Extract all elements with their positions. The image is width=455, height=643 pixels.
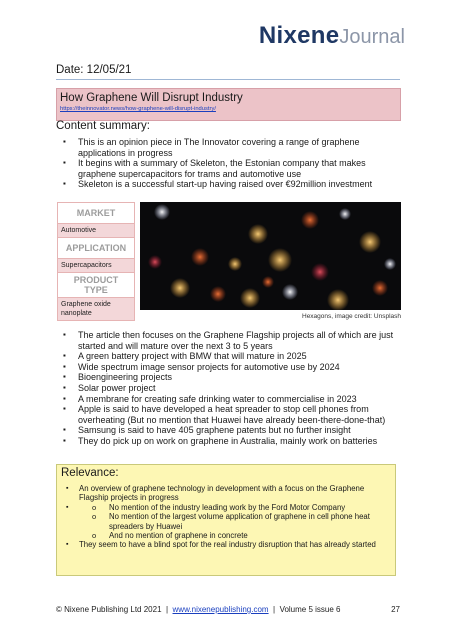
bokeh-image	[140, 202, 401, 310]
relevance-sublist	[61, 503, 391, 541]
page-number: 27	[391, 605, 400, 614]
summary-bullet: ▪ Skeleton is a successful start-up having raised over €92million investment	[56, 179, 401, 190]
footer-separator: |	[165, 605, 169, 614]
relevance-bullet: ▪ They seem to have a blind spot for the real industry disruption that has already started	[61, 540, 391, 549]
summary-bullet: ▪ It begins with a summary of Skeleton, the Estonian company that makes graphene supercapacitors for trams and automotive use	[56, 158, 401, 179]
footer-website-link[interactable]: www.nixenepublishing.com	[172, 605, 269, 614]
details-bullet: ▪ They do pick up on work on graphene in Australia, mainly work on batteries	[56, 436, 401, 447]
relevance-subpoint: o ▪ No mention of the industry leading work by the Ford Motor Company	[61, 503, 391, 512]
bokeh-lights-photo	[140, 202, 401, 310]
product-type-value: Graphene oxide nanoplate	[57, 298, 135, 321]
details-bullet: ▪ Bioengineering projects	[56, 372, 401, 383]
relevance-subpoint: o And no mention of graphene in concrete	[61, 531, 391, 540]
details-bullet: ▪ Samsung is said to have 405 graphene patents but no further insight	[56, 425, 401, 436]
logo-brand: Nixene	[258, 22, 340, 49]
content-summary-heading: Content summary:	[56, 120, 150, 132]
date-line: Date: 12/05/21	[56, 64, 400, 80]
logo-suffix: Journal	[339, 26, 405, 48]
relevance-heading: Relevance:	[61, 467, 119, 479]
footer-separator: |	[273, 605, 276, 614]
summary-list	[56, 137, 401, 190]
journal-logo	[259, 24, 405, 48]
relevance-subpoint-group	[61, 503, 391, 541]
relevance-box	[56, 464, 396, 576]
product-type-label	[57, 272, 135, 298]
summary-bullet: ▪ This is an opinion piece in The Innovator covering a range of graphene applications in progress	[56, 137, 401, 158]
application-label: APPLICATION	[57, 237, 135, 259]
classification-panel	[57, 202, 135, 321]
market-value: Automotive	[57, 224, 135, 237]
relevance-subpoint: o No mention of the largest volume application of graphene in cell phone heat spreaders by Huawei	[61, 512, 391, 531]
footer-copyright: © Nixene Publishing Ltd 2021	[56, 605, 162, 614]
details-bullet: ▪ The article then focuses on the Graphene Flagship projects all of which are just started and will mature over the next 3 to 5 years	[56, 330, 401, 351]
details-list	[56, 330, 401, 447]
relevance-list	[61, 484, 391, 550]
page-footer	[56, 605, 400, 614]
article-header-box	[56, 88, 401, 121]
image-caption: Hexagons, image credit: Unsplash	[302, 313, 401, 320]
article-url-link[interactable]: https://theinnovator.news/how-graphene-will-disrupt-industry/	[60, 106, 216, 112]
application-value: Supercapacitors	[57, 259, 135, 272]
details-bullet: ▪ Solar power project	[56, 383, 401, 394]
details-bullet: ▪ Wide spectrum image sensor projects for automotive use by 2024	[56, 362, 401, 373]
footer-volume: Volume 5 issue 6	[279, 605, 341, 614]
relevance-bullet: ▪ An overview of graphene technology in development with a focus on the Graphene Flagship projects in progress	[61, 484, 391, 503]
details-bullet: ▪ Apple is said to have developed a heat spreader to stop cell phones from overheating (But no mention that Huawei have already been-there-done-that)	[56, 404, 401, 425]
details-bullet: ▪ A membrane for creating safe drinking water to commercialise in 2023	[56, 394, 401, 405]
article-title: How Graphene Will Disrupt Industry	[60, 92, 243, 104]
product-type-label-line2: TYPE	[84, 285, 108, 295]
product-type-label-line1: PRODUCT	[73, 275, 119, 285]
details-bullet: ▪ A green battery project with BMW that will mature in 2025	[56, 351, 401, 362]
market-label: MARKET	[57, 202, 135, 224]
